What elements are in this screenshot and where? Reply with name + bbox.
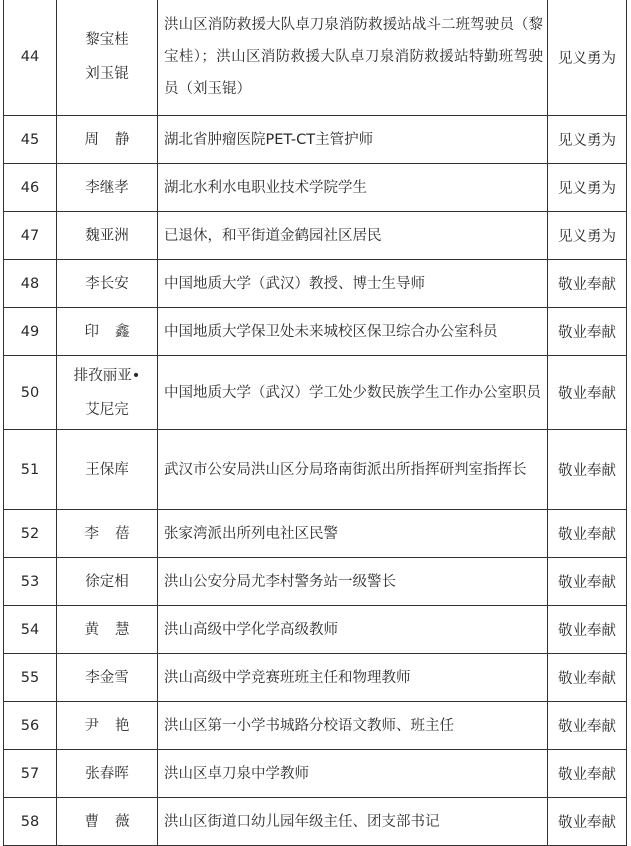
honor-category: 敬业奉献	[548, 606, 627, 654]
honor-category: 见义勇为	[548, 116, 627, 164]
row-number: 57	[4, 750, 57, 798]
honor-category: 敬业奉献	[548, 356, 627, 430]
table-row	[4, 702, 627, 750]
honoree-description: 洪山区街道口幼儿园年级主任、团支部书记	[158, 798, 548, 846]
honoree-name-cell	[57, 116, 158, 164]
row-number: 46	[4, 164, 57, 212]
honoree-name-cell	[57, 0, 158, 116]
honoree-description: 洪山高级中学竞赛班班主任和物理教师	[158, 654, 548, 702]
honoree-description: 湖北省肿瘤医院PET-CT主管护师	[158, 116, 548, 164]
honor-category: 敬业奉献	[548, 654, 627, 702]
honoree-name-cell	[57, 260, 158, 308]
honoree-description: 已退休，和平街道金鹤园社区居民	[158, 212, 548, 260]
honor-category: 敬业奉献	[548, 558, 627, 606]
honoree-name: 张春晖	[85, 765, 129, 782]
table-row	[4, 558, 627, 606]
table-row	[4, 430, 627, 510]
table-row	[4, 750, 627, 798]
table-row	[4, 356, 627, 430]
honor-category: 敬业奉献	[548, 750, 627, 798]
table-body	[4, 0, 627, 846]
honoree-name-cell	[57, 558, 158, 606]
honoree-name-cell	[57, 356, 158, 430]
honoree-name: 曹薇	[84, 813, 146, 830]
honoree-name: 魏亚洲	[85, 227, 129, 244]
table-row	[4, 0, 627, 116]
honoree-name-cell	[57, 164, 158, 212]
honor-category: 见义勇为	[548, 164, 627, 212]
row-number: 56	[4, 702, 57, 750]
honor-category: 见义勇为	[548, 212, 627, 260]
row-number: 45	[4, 116, 57, 164]
row-number: 58	[4, 798, 57, 846]
honoree-name: 李继孝	[85, 179, 129, 196]
honor-category: 敬业奉献	[548, 308, 627, 356]
table-row	[4, 606, 627, 654]
honoree-name-cell	[57, 750, 158, 798]
honoree-description: 洪山公安分局尤李村警务站一级警长	[158, 558, 548, 606]
row-number: 52	[4, 510, 57, 558]
honoree-description: 武汉市公安局洪山区分局珞南街派出所指挥研判室指挥长	[158, 430, 548, 510]
honoree-description: 中国地质大学保卫处未来城校区保卫综合办公室科员	[158, 308, 548, 356]
honoree-name-cell	[57, 606, 158, 654]
honor-category: 敬业奉献	[548, 798, 627, 846]
honoree-description: 中国地质大学（武汉）教授、博士生导师	[158, 260, 548, 308]
row-number: 53	[4, 558, 57, 606]
honoree-name: 徐定相	[85, 573, 129, 590]
honoree-name-cell	[57, 654, 158, 702]
table-row	[4, 308, 627, 356]
honoree-name: 王保库	[85, 461, 129, 478]
table-row	[4, 164, 627, 212]
table-row	[4, 798, 627, 846]
honoree-name: 刘玉锟	[85, 66, 129, 82]
honoree-description: 洪山区消防救援大队卓刀泉消防救援站战斗二班驾驶员（黎宝桂）；洪山区消防救援大队卓刀泉消防救援站特勤班驾驶员（刘玉锟）	[158, 0, 548, 116]
honoree-name: 艾尼完	[85, 401, 129, 418]
honoree-name-cell	[57, 430, 158, 510]
honoree-name-cell	[57, 798, 158, 846]
honoree-name: 周静	[84, 131, 146, 148]
honoree-description: 洪山区第一小学书城路分校语文教师、班主任	[158, 702, 548, 750]
row-number: 55	[4, 654, 57, 702]
table-row	[4, 510, 627, 558]
honoree-description: 中国地质大学（武汉）学工处少数民族学生工作办公室职员	[158, 356, 548, 430]
honoree-description: 湖北水利水电职业技术学院学生	[158, 164, 548, 212]
row-number: 49	[4, 308, 57, 356]
honoree-name: 李蓓	[84, 525, 146, 542]
honoree-name-cell	[57, 308, 158, 356]
honoree-name: 李长安	[85, 275, 129, 292]
honor-category: 敬业奉献	[548, 702, 627, 750]
honor-category: 见义勇为	[548, 0, 627, 116]
table-row	[4, 654, 627, 702]
honoree-name: 尹艳	[84, 717, 146, 734]
honor-category: 敬业奉献	[548, 260, 627, 308]
honoree-name: 印鑫	[84, 323, 146, 340]
honoree-name: 黄慧	[84, 621, 146, 638]
honoree-description: 洪山区卓刀泉中学教师	[158, 750, 548, 798]
row-number: 44	[4, 0, 57, 116]
row-number: 50	[4, 356, 57, 430]
honor-category: 敬业奉献	[548, 430, 627, 510]
row-number: 48	[4, 260, 57, 308]
honoree-description: 洪山高级中学化学高级教师	[158, 606, 548, 654]
honoree-table	[3, 0, 627, 846]
table-row	[4, 260, 627, 308]
honoree-name: 黎宝桂	[85, 32, 129, 48]
honoree-name-cell	[57, 702, 158, 750]
row-number: 54	[4, 606, 57, 654]
honor-category: 敬业奉献	[548, 510, 627, 558]
honoree-description: 张家湾派出所列电社区民警	[158, 510, 548, 558]
honoree-name-cell	[57, 510, 158, 558]
row-number: 51	[4, 430, 57, 510]
honoree-name: 李金雪	[85, 669, 129, 686]
table-row	[4, 212, 627, 260]
honoree-name: 排孜丽亚•	[73, 367, 141, 384]
row-number: 47	[4, 212, 57, 260]
table-row	[4, 116, 627, 164]
honoree-name-cell	[57, 212, 158, 260]
